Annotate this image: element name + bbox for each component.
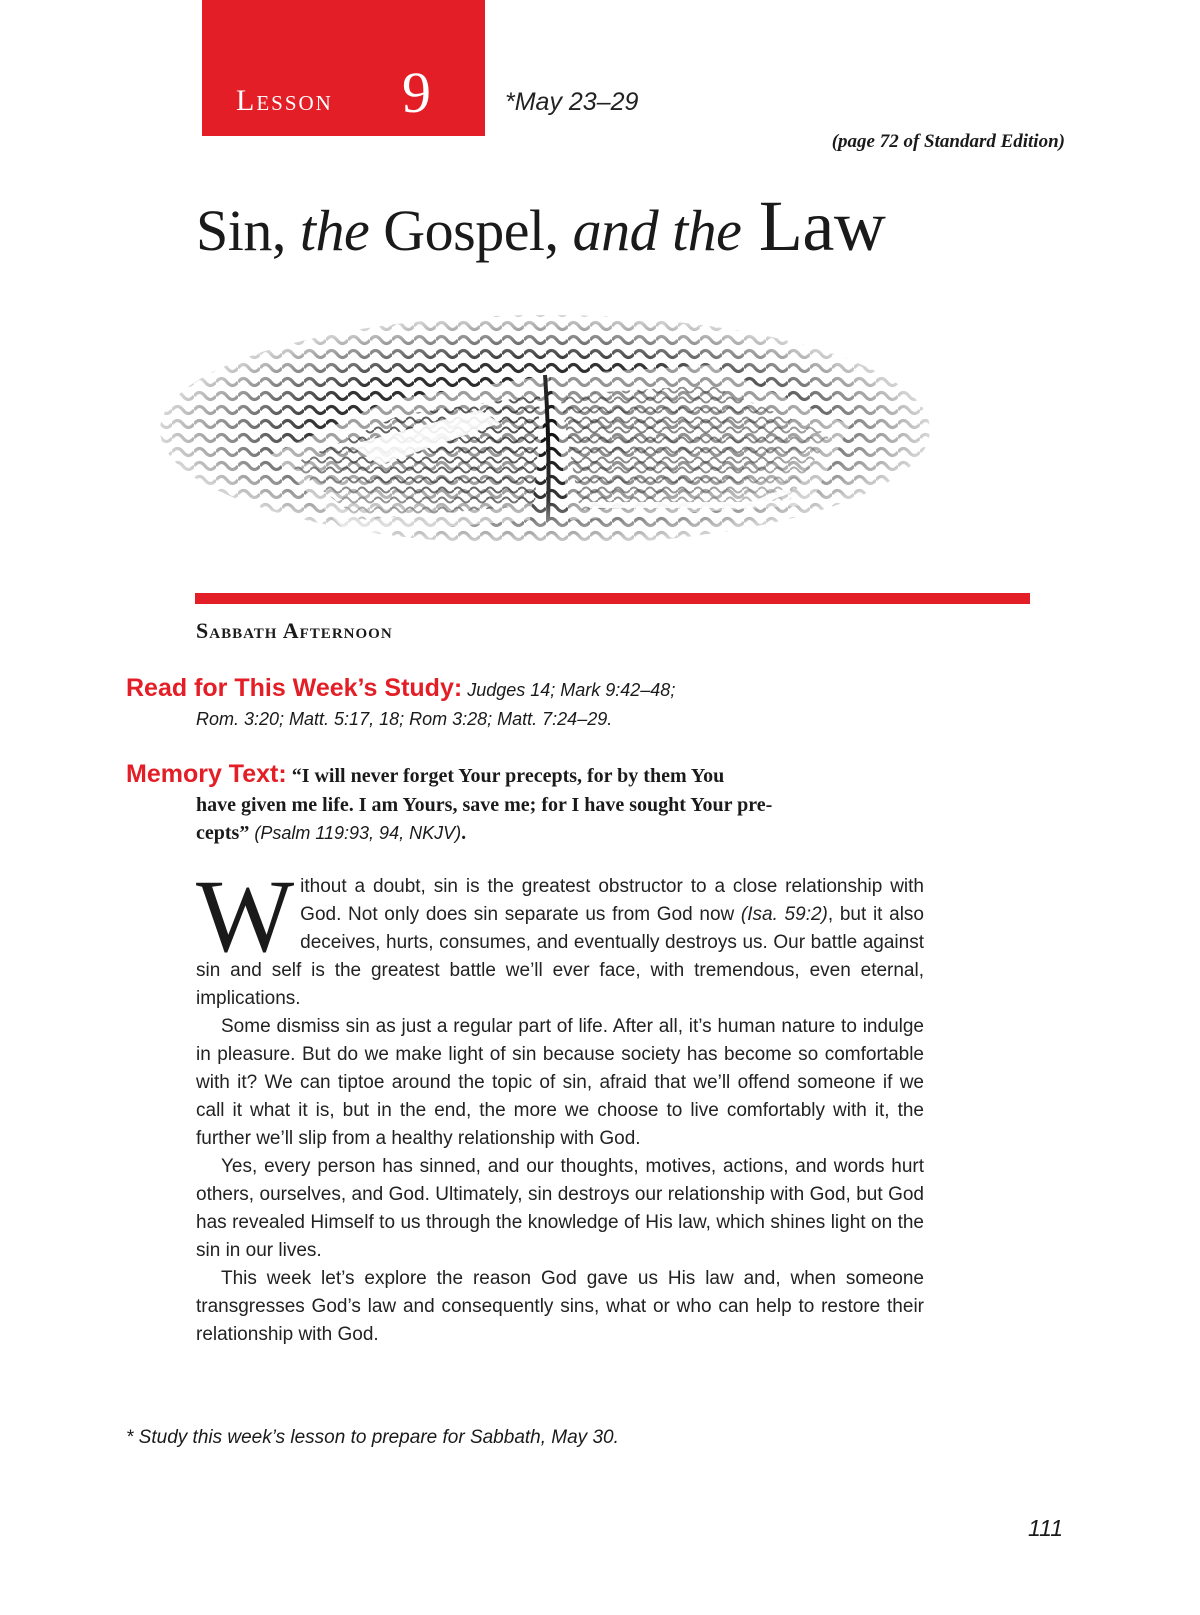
read-for-study [126,674,936,733]
memory-text [126,760,936,848]
paragraph: This week let’s explore the reason God gave us His law and, when someone transgresses God’s law and consequently sins, what or who can help to restore their relationship with God. [196,1268,924,1345]
read-refs: Rom. 3:20; Matt. 5:17, 18; Rom 3:28; Matt. 7:24–29. [196,709,613,729]
paragraph: Some dismiss sin as just a regular part of life. After all, it’s human nature to indulge in pleasure. But do we make light of sin because society has become so comfortable with it? We can tiptoe around the topic of sin, afraid that we’ll offend someone if we call it what it is, but in the end, the more we choose to live comfortably with it, the further we’ll slip from a healthy relationship with God. [196,1016,924,1149]
open-bible-illustration [150,305,940,560]
lesson-badge [202,0,485,136]
section-divider [195,593,1030,604]
lesson-dates: *May 23–29 [505,88,639,116]
memory-verse: have given me life. I am Yours, save me; for I have sought Your pre- [196,794,773,816]
memory-citation: (Psalm 119:93, 94, NKJV) [249,823,462,843]
memory-end: . [461,822,467,844]
lesson-title [196,185,885,268]
title-part: and the [572,198,742,263]
page-number: 111 [1028,1515,1063,1541]
paragraph-text: ithout a doubt, sin is the greatest obstructor to a close relationship with God. Not only does sin separate us from God now [300,876,924,925]
paragraph-text: , but it also deceives, hurts, consumes, and eventually destroys us. Our battle against sin and self is the greatest battle we’ll ever face, with tremendous, even eternal, implications. [196,904,924,1009]
drop-cap: W [196,859,295,974]
memory-verse: cepts” [196,822,250,844]
footnote: * Study this week’s lesson to prepare for Sabbath, May 30. [126,1427,619,1448]
paragraph: Yes, every person has sinned, and our thoughts, motives, actions, and words hurt others, ourselves, and God. Ultimately, sin destroys our relationship with God, but God has revealed Himself to us through the knowledge of His law, which shines light on the sin in our lives. [196,1156,924,1261]
body-text [196,859,924,1349]
lesson-number: 9 [402,60,431,125]
title-part: Sin, [196,198,300,263]
title-part: Law [741,186,886,266]
memory-verse: “I will never forget Your precepts, for by them You [286,765,725,787]
read-label: Read for This Week’s Study: [126,674,463,702]
scripture-ref: (Isa. 59:2) [740,904,828,925]
title-part: the [299,198,370,263]
paragraph [196,859,924,1013]
read-refs: Judges 14; Mark 9:42–48; [462,680,676,700]
memory-label: Memory Text: [126,760,287,788]
section-heading: Sabbath Afternoon [196,618,393,643]
title-part: Gospel, [369,198,573,263]
standard-edition-note: (page 72 of Standard Edition) [831,131,1065,152]
lesson-label: Lesson [236,84,333,117]
